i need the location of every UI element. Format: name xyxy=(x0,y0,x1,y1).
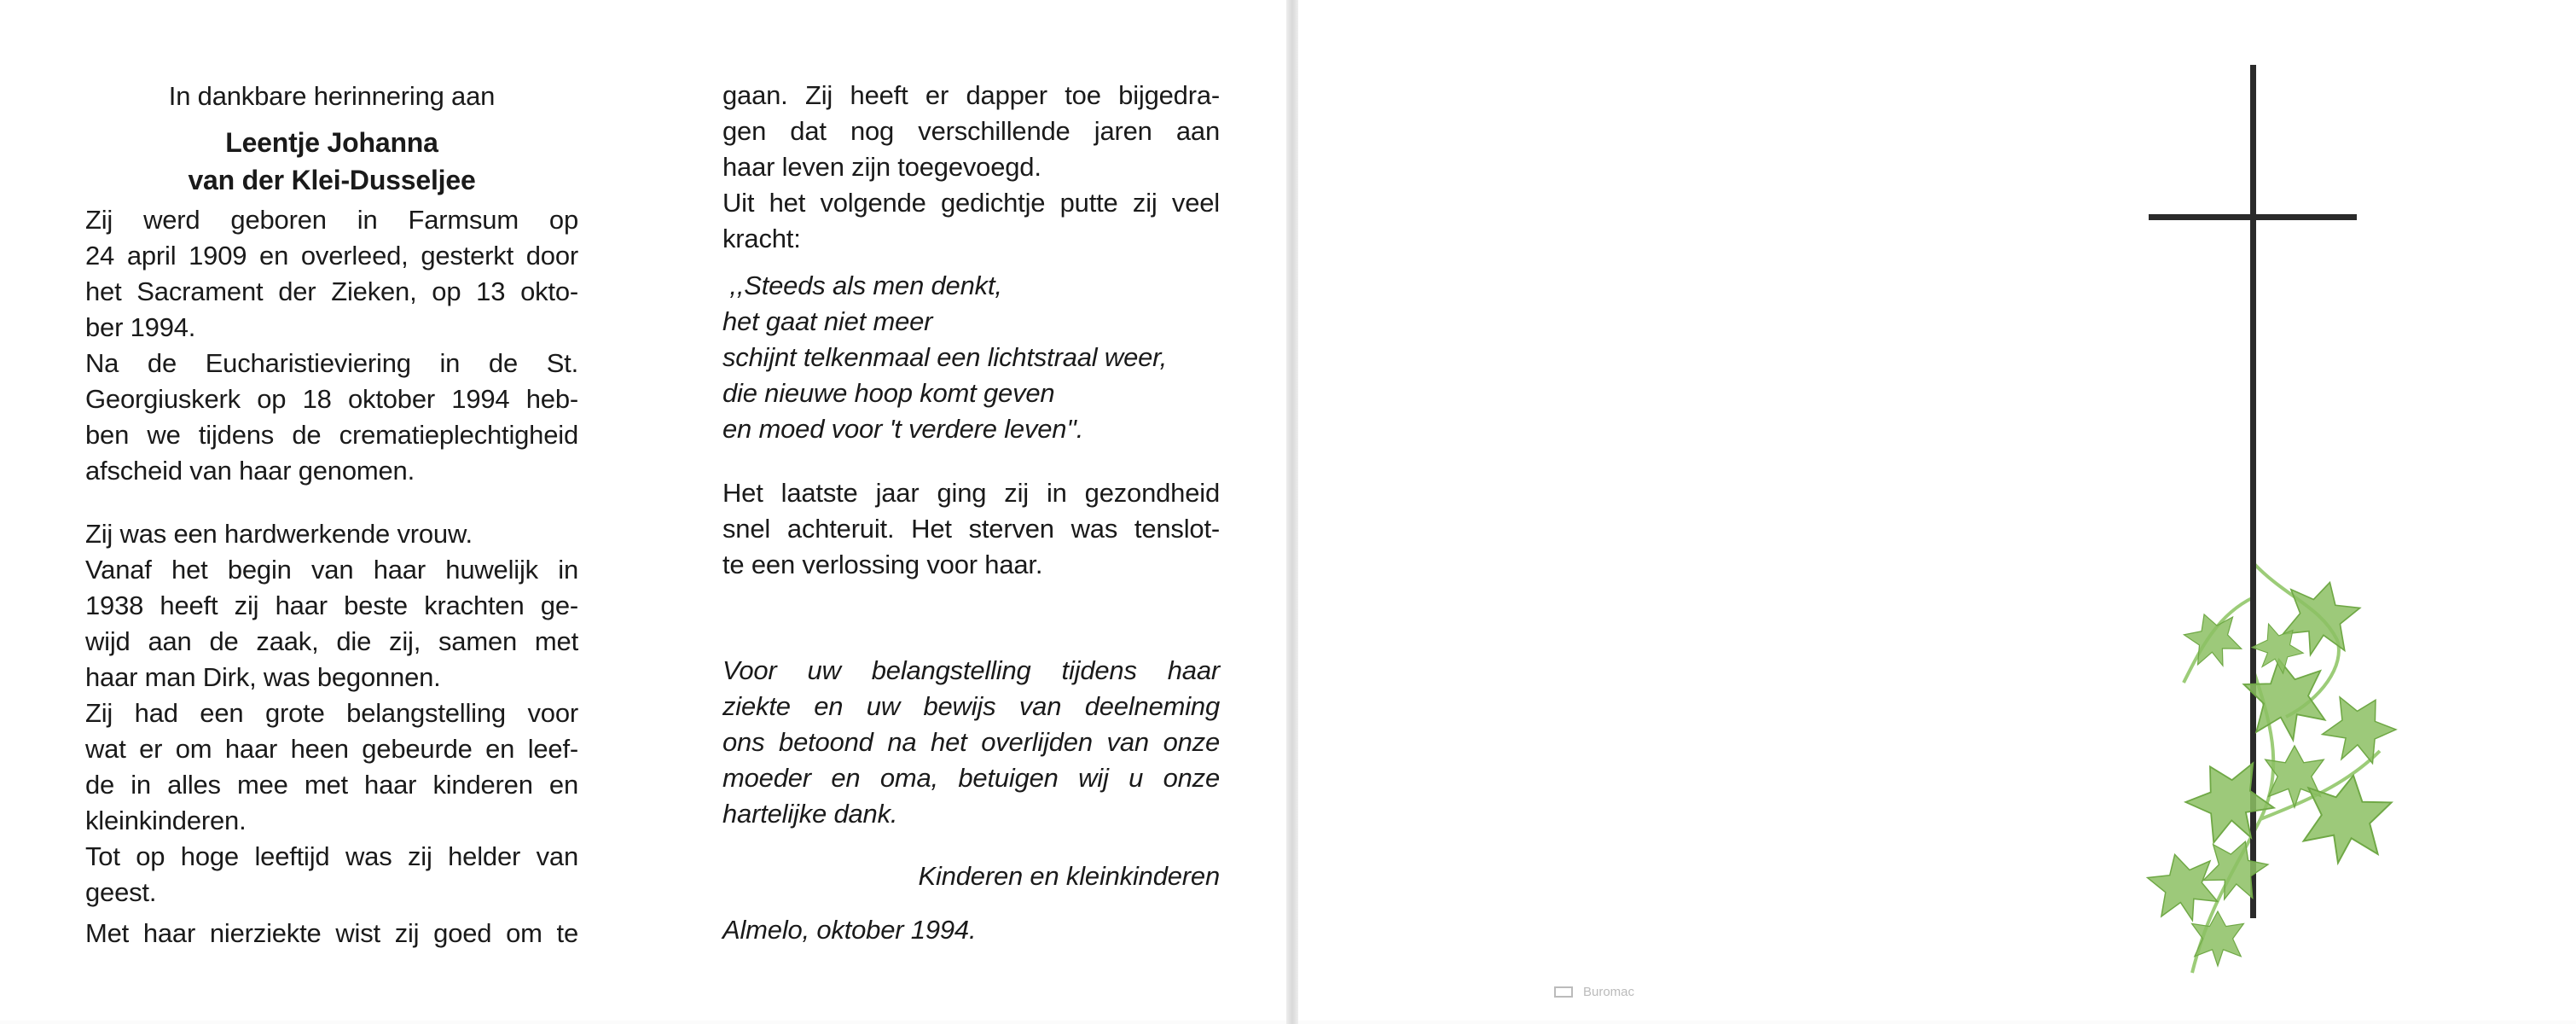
text-line: moeder en oma, betuigen wij u onze xyxy=(722,763,1220,793)
text-line: snel achteruit. Het sterven was tenslot- xyxy=(722,514,1220,544)
text-line: 1938 heeft zij haar beste krachten ge- xyxy=(85,591,578,620)
text-line: gaan. Zij heeft er dapper toe bijgedra- xyxy=(722,80,1220,110)
text-line: ben we tijdens de crematieplechtigheid xyxy=(85,420,578,450)
text-line: Na de Eucharistieviering in de St. xyxy=(85,348,578,378)
text-line: kleinkinderen. xyxy=(85,806,247,835)
text-line: Voor uw belangstelling tijdens haar xyxy=(722,655,1220,685)
biography-last-line: Met haar nierziekte wist zij goed om te xyxy=(85,918,578,948)
text-line: Zij had een grote belangstelling voor xyxy=(85,698,578,728)
text-line: Het laatste jaar ging zij in gezondheid xyxy=(722,478,1220,508)
text-line: Uit het volgende gedichtje putte zij veel xyxy=(722,188,1220,218)
poem-line: het gaat niet meer xyxy=(722,306,933,336)
poem-line: ,,Steeds als men denkt, xyxy=(722,271,1002,300)
text-line: ber 1994. xyxy=(85,312,196,342)
text-line: haar man Dirk, was begonnen. xyxy=(85,662,441,692)
cross-horizontal-bar xyxy=(2149,214,2357,220)
text-line: te een verlossing voor haar. xyxy=(722,550,1043,579)
ivy-leaf-icon xyxy=(2192,911,2244,966)
text-line: hartelijke dank. xyxy=(722,799,898,829)
text-line: gen dat nog verschillende jaren aan xyxy=(722,116,1220,146)
printer-logo xyxy=(1554,985,1634,999)
text-line: Georgiuskerk op 18 oktober 1994 heb- xyxy=(85,384,578,414)
text-line: ons betoond na het overlijden van onze xyxy=(722,727,1220,757)
text-line: Zij was een hardwerkende vrouw. xyxy=(85,519,473,549)
text-line: geest. xyxy=(85,877,157,907)
poem xyxy=(722,268,1220,447)
text-line: Zij werd geboren in Farmsum op xyxy=(85,205,578,235)
deceased-name-line1: Leentje Johanna xyxy=(225,127,438,158)
card-fold xyxy=(1286,0,1298,1024)
thanks-text xyxy=(722,653,1220,832)
poem-line: die nieuwe hoop komt geven xyxy=(722,378,1055,408)
text-line: Tot op hoge leeftijd was zij helder van xyxy=(85,841,578,871)
text-line: kracht: xyxy=(722,224,801,253)
poem-line: en moed voor 't verdere leven''. xyxy=(722,414,1084,444)
ivy-leaves xyxy=(2144,573,2404,966)
text-line: wat er om haar heen gebeurde en leef- xyxy=(85,734,578,764)
ivy-leaf-icon xyxy=(2179,606,2247,675)
biography-continued xyxy=(722,78,1220,257)
printer-logo-icon xyxy=(1554,986,1573,998)
text-line: ziekte en uw bewijs van deelneming xyxy=(722,691,1220,721)
cross-vertical-bar xyxy=(2250,65,2256,918)
text-line: afscheid van haar genomen. xyxy=(85,456,415,486)
text-line: het Sacrament der Zieken, op 13 okto- xyxy=(85,276,578,306)
poem-line: schijnt telkenmaal een lichtstraal weer, xyxy=(722,342,1167,372)
signature: Kinderen en kleinkinderen xyxy=(918,861,1220,891)
text-line: wijd aan de zaak, die zij, samen met xyxy=(85,626,578,656)
ivy-leaf-icon xyxy=(2313,684,2404,775)
memorial-heading: In dankbare herinnering aan xyxy=(168,81,496,111)
place-date: Almelo, oktober 1994. xyxy=(722,915,977,945)
printer-brand: Buromac xyxy=(1583,985,1635,999)
final-year-text xyxy=(722,475,1220,583)
text-line: 24 april 1909 en overleed, gesterkt door xyxy=(85,241,578,271)
biography-block-2 xyxy=(85,516,578,911)
text-line: haar leven zijn toegevoegd. xyxy=(722,152,1041,182)
cross-with-ivy xyxy=(2064,51,2474,990)
text-line: Vanaf het begin van haar huwelijk in xyxy=(85,555,578,585)
deceased-name-line2: van der Klei-Dusseljee xyxy=(188,165,476,195)
text-line: de in alles mee met haar kinderen en xyxy=(85,770,578,800)
biography-block-1 xyxy=(85,202,578,489)
